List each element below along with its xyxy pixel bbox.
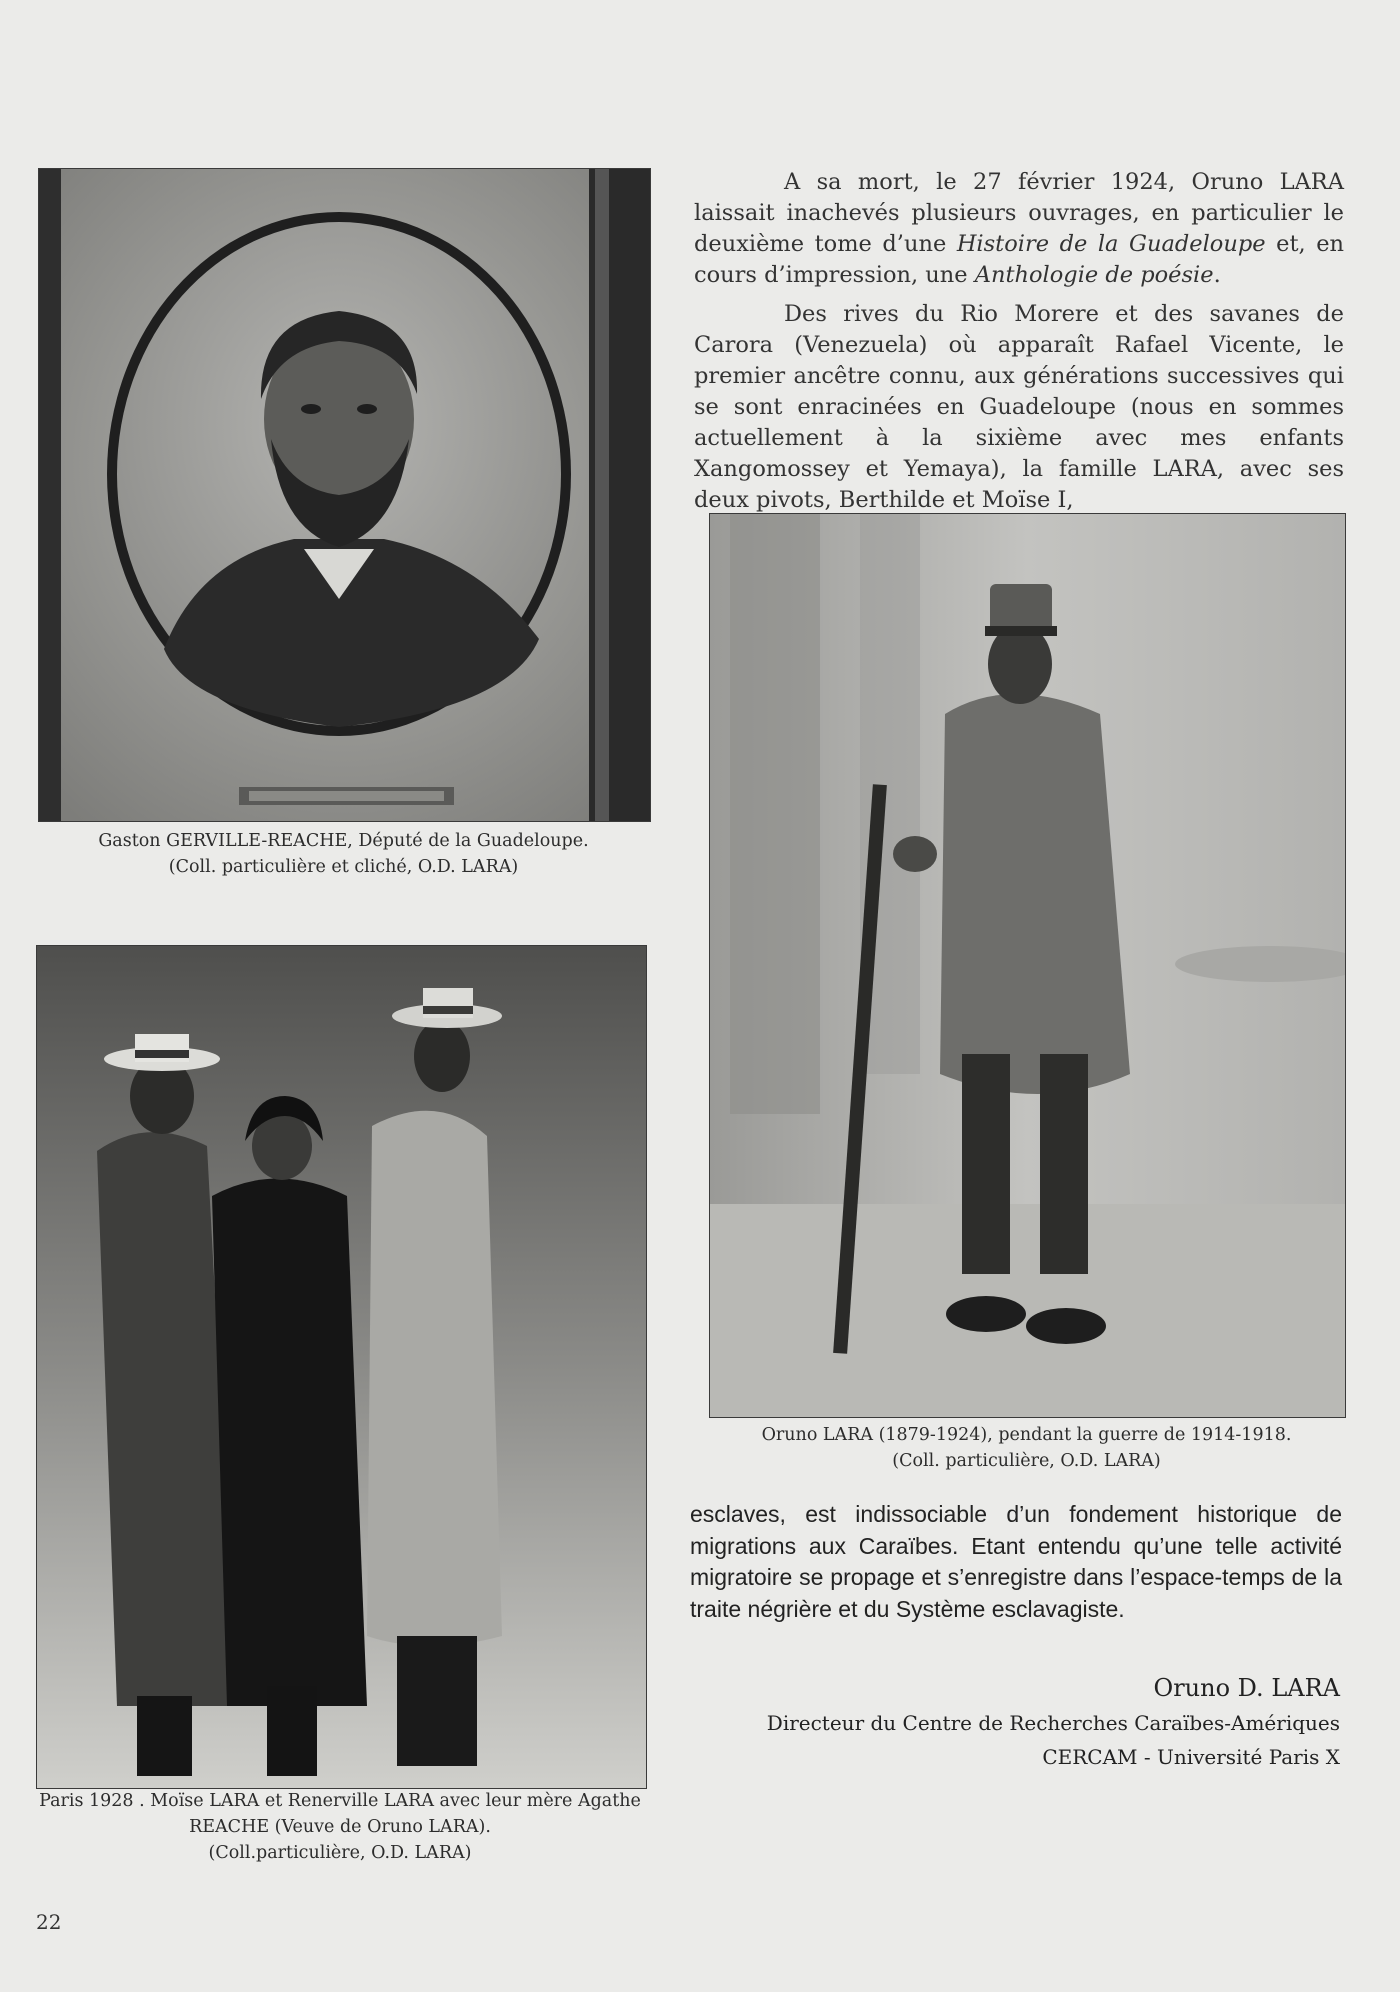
- signature-name: Oruno D. LARA: [1153, 1674, 1340, 1702]
- caption-gerville-line-2: (Coll. particulière et cliché, O.D. LARA): [168, 857, 519, 877]
- caption-family: [20, 1788, 660, 1866]
- caption-gerville-line-1: Gaston GERVILLE-REACHE, Député de la Guadeloupe.: [98, 831, 589, 851]
- paragraph-1-part-2: et, en cours d’impression, une: [694, 231, 1344, 288]
- paragraph-1-part-1: A sa mort, le 27 février 1924, Oruno LARA laissait inachevés plusieurs ouvrages, en particulier le deuxième tome d’une: [694, 169, 1344, 257]
- portrait-photo-gerville: [38, 168, 651, 822]
- soldier-photo: [709, 513, 1346, 1418]
- caption-family-line-3: (Coll.particulière, O.D. LARA): [208, 1843, 472, 1863]
- family-photo: [36, 945, 647, 1789]
- paragraph-1: [694, 167, 1344, 291]
- body-text-bottom: esclaves, est indissociable d’un fondement historique de migrations aux Caraïbes. Etant entendu qu’une telle activité migratoire se propage et s’enregistre dans l’espace-temps de la traite négrière et du Système esclavagiste.: [690, 1501, 1342, 1622]
- signature-institution: CERCAM - Université Paris X: [1042, 1745, 1340, 1769]
- caption-soldier-line-2: (Coll. particulière, O.D. LARA): [892, 1451, 1161, 1471]
- family-photo-image: [37, 946, 646, 1788]
- paragraph-1-title-anthologie: Anthologie de poésie: [974, 262, 1214, 288]
- paragraph-1-part-3: .: [1213, 262, 1221, 288]
- signature-block: [767, 1670, 1340, 1774]
- portrait-gerville-image: [39, 169, 650, 821]
- caption-soldier: [709, 1422, 1344, 1474]
- caption-family-line-1: Paris 1928 . Moïse LARA et Renerville LARA avec leur mère Agathe: [39, 1791, 641, 1811]
- soldier-photo-image: [710, 514, 1345, 1417]
- body-text-top: [694, 167, 1344, 524]
- caption-soldier-line-1: Oruno LARA (1879-1924), pendant la guerre de 1914-1918.: [761, 1425, 1292, 1445]
- paragraph-2: Des rives du Rio Morere et des savanes de Carora (Venezuela) où apparaît Rafael Vicente, le premier ancêtre connu, aux générations successives qui se sont enracinées en Guadeloupe (nous en sommes actuellement à la sixième avec mes enfants Xangomossey et Yemaya), la famille LARA, avec ses deux pivots, Berthilde et Moïse I,: [694, 301, 1344, 513]
- page-number: 22: [36, 1910, 62, 1934]
- paragraph-1-title-histoire: Histoire de la Guadeloupe: [956, 231, 1266, 257]
- caption-family-line-2: REACHE (Veuve de Oruno LARA).: [189, 1817, 491, 1837]
- signature-title: Directeur du Centre de Recherches Caraïbes-Amériques: [766, 1711, 1340, 1735]
- caption-gerville: [38, 828, 649, 880]
